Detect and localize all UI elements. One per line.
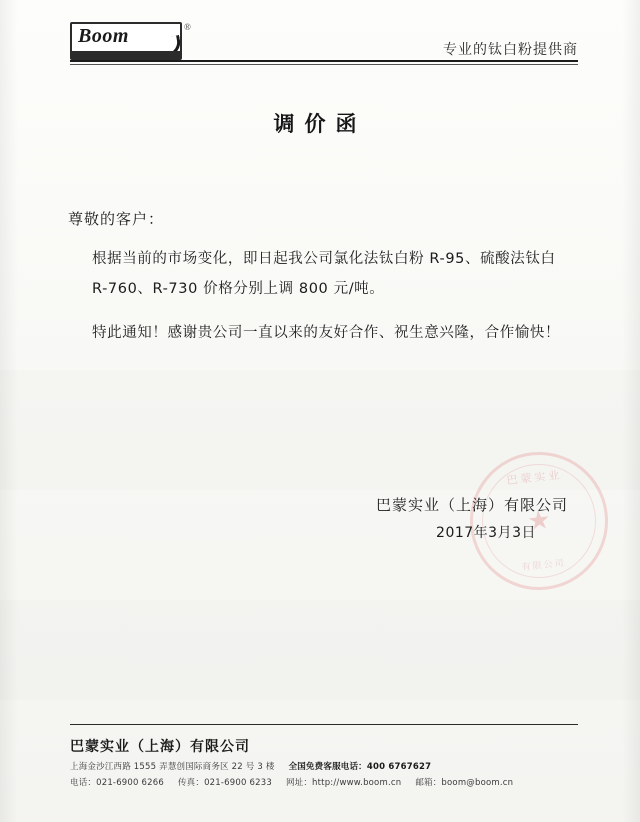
body-paragraph-1: 根据当前的市场变化，即日起我公司氯化法钛白粉 R-95、硫酸法钛白 R-760、R-730 价格分别上调 800 元/吨。 [92,251,556,297]
footer-web-label: 网址： [285,778,313,788]
logo-wordmark: Boom [78,25,129,47]
company-slogan: 专业的钛白粉提供商 [443,42,578,58]
letterhead-divider-thin [70,64,578,65]
footer-email-value[interactable]: boom@boom.cn [441,778,514,788]
footer-contact-line-2 [70,776,600,788]
salutation: 尊敬的客户： [68,210,165,228]
footer-email-label: 邮箱： [415,778,442,788]
star-icon: ★ [525,504,553,537]
footer-web-value[interactable]: http://www.boom.cn [312,778,402,788]
footer-tel-label: 电话： [70,778,97,788]
footer-company-name: 巴蒙实业（上海）有限公司 [70,739,250,755]
signature-company: 巴蒙实业（上海）有限公司 [375,496,568,514]
footer-tel-value: 021-6900 6266 [96,778,164,788]
signature-date: 2017年3月3日 [436,525,536,541]
company-logo [70,22,182,60]
body-paragraph-2: 特此通知！感谢贵公司一直以来的友好合作、祝生意兴隆，合作愉快！ [92,325,561,341]
registered-trademark-icon: ® [184,22,191,32]
footer-hotline-label: 全国免费客服电话： [288,762,367,772]
seal-bottom-text: 有限公司 [521,558,567,574]
seal-top-text: 巴蒙实业 [505,468,563,488]
page-title: 调价函 [273,112,367,136]
footer-address: 上海金沙江西路 1555 弄慧创国际商务区 22 号 3 楼 [70,762,275,772]
footer-hotline-value: 400 6767627 [366,762,432,772]
logo-underbar [72,51,180,58]
footer-contact-line-1 [70,760,600,772]
footer-fax-value: 021-6900 6233 [204,778,272,788]
footer-divider [70,724,578,725]
company-seal [463,445,615,597]
paper-texture-band [0,600,640,700]
letterhead-divider [70,60,578,62]
footer-fax-label: 传真： [177,778,205,788]
